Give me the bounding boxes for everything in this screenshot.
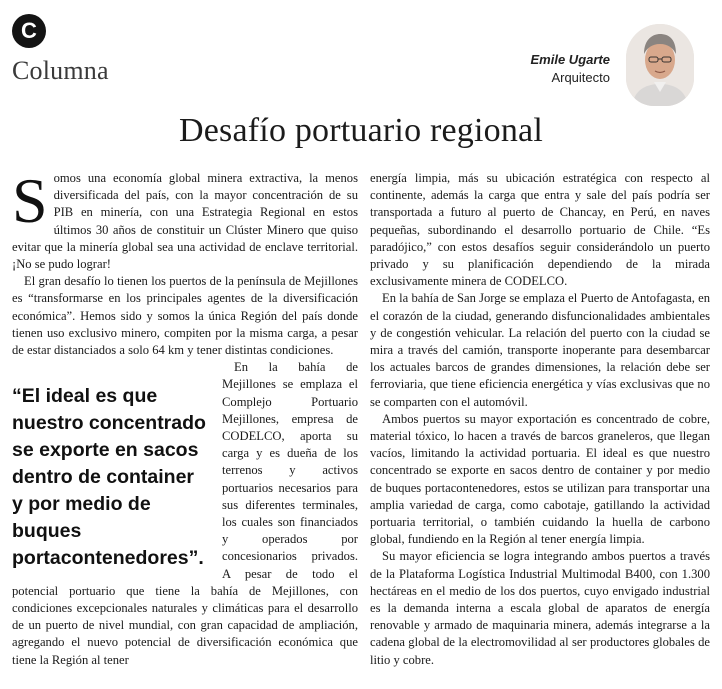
drop-cap: S xyxy=(12,165,48,236)
pull-quote: “El ideal es que nuestro concentrado se exporte en sacos dentro de container y por medio de buques portacontenedores”. xyxy=(12,385,206,570)
paragraph: En la bahía de Mejillones se emplaza el Complejo Portuario Mejillones, empresa de CODELCO, aporta su carga y es dueña de los terrenos y activos portuarios necesarios para sus diferentes terminales, los cuales son financiados y operados por concesionarios privados. A pesar de todo el potencial portuario que tiene la bahía de Mejillones, con condiciones excepcionales naturales y climáticas para el desarrollo de un puerto de nivel mundial, con gran capacidad de ampliación, agregando el nuevo potencial de diversificación económica que tiene la Región al tener xyxy=(12,360,358,667)
author-portrait-illustration xyxy=(626,24,694,106)
author-name: Emile Ugarte xyxy=(530,52,610,67)
paragraph: Ambos puertos su mayor exportación es concentrado de cobre, material tóxico, lo hacen a través de barcos graneleros, que llegan vacíos, limitando la actividad portuaria. El ideal es que nuestro concentrado se exporte en sacos dentro de container y por medio de buques portacontenedores, estos se utilizan para transportar una amplia variedad de carga, como cabotaje, gatillando la actividad portuaria territorial, o también cuidando la huella de carbono global, fundiendo en la Región al tener energía limpia. xyxy=(370,411,710,547)
headline: Desafío portuario regional xyxy=(179,112,543,149)
paragraph-text: omos una economía global minera extractiva, la menos diversificada del país, con la mayor concentración de su PIB en minería, con una Estrategia Regional en estos últimos 30 años de constituir un Clúster Minero que quiso evitar que la minería global sea una actividad de enclave territorial. ¡No se pudo lograr! xyxy=(12,171,358,272)
paragraph: El gran desafío lo tienen los puertos de la península de Mejillones es “transformarse en los principales agentes de la diversificación económica”. Hemos sido y somos la única Región del país donde tienen uso exclusivo minero, compiten por la misma carga, a pesar de estar distanciados a solo 64 km y tener distintas condiciones. xyxy=(12,274,358,358)
author-byline xyxy=(531,52,610,85)
paragraph xyxy=(12,165,358,273)
column-badge-icon: C xyxy=(12,14,46,48)
paragraph: En la bahía de San Jorge se emplaza el Puerto de Antofagasta, en el corazón de la ciudad, generando disfuncionalidades ambientales y de congestión vehicular. La relación del puerto con la ciudad se mira a través del camión, transporte inoperante para desembarcar los actuales barcos de grandes dimensiones, la relación debe ser ferroviaria, que tiene eficiencia energética y vías exclusivas que no se comparten con el automóvil. xyxy=(370,291,710,409)
author-role: Arquitecto xyxy=(551,70,610,85)
section-title: Columna xyxy=(12,56,109,85)
paragraph: Su mayor eficiencia se logra integrando ambos puertos a través de la Plataforma Logística Industrial Multimodal B400, con 1.300 hectáreas en el medio de los dos puertos, cuyo envigado industrial es la demanda interna a escala global de aparatos de energía renovable y armado de maquinaria minera, además integrarse a la cadena global de la electromovilidad al ser productores globales de litio y cobre. xyxy=(370,549,710,667)
author-portrait xyxy=(626,24,694,106)
paragraph: energía limpia, más su ubicación estratégica con respecto al continente, además la carga que entra y sale del país podría ser transportada a futuro al puerto de Chancay, en Perú, en naves pequeñas, subordinando el desarrollo portuario de Chile. “Es paradójico,” con estos desafíos seguir considerándolo un puerto privado y su planificación dependiendo de la mirada exclusivamente minera de CODELCO. xyxy=(370,171,710,289)
article-column-2 xyxy=(370,170,710,685)
article-column-1 xyxy=(12,165,358,685)
